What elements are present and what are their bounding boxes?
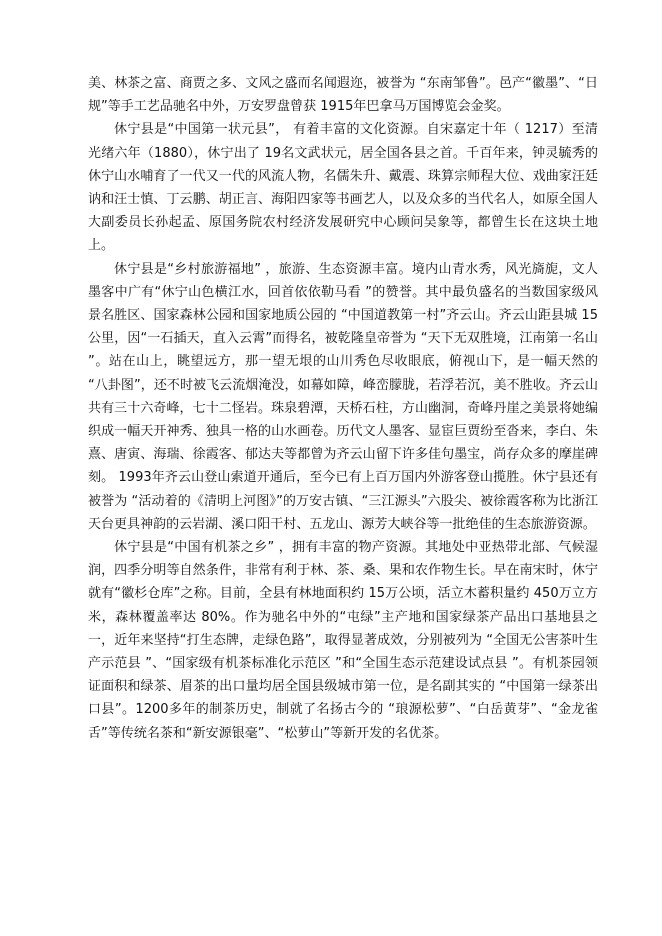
body-text [88,72,598,745]
paragraph-culture: 休宁县是“中国第一状元县”， 有着丰富的文化资源。自宋嘉定十年（ 1217）至清光绪六年（1880），休宁出了 19名文武状元，居全国各县之首。千百年来，钟灵毓秀的休宁山水哺育了一代又一代的风流人物，名儒朱升、戴震、珠算宗师程大位、戏曲家汪廷讷和汪士慎、丁云鹏、胡正言、海阳四家等书画艺人，以及众多的当代名人，如原全国人大副委员长孙起孟、原国务院农村经济发展研究中心顾问吴象等，都曾生长在这块土地上。 [88,122,598,254]
paragraph-organic-tea: 休宁县是“中国有机茶之乡” ，拥有丰富的物产资源。其地处中亚热带北部、气候湿润，四季分明等自然条件，非常有利于林、茶、桑、果和农作物生长。早在南宋时，休宁就有“徽杉仓库”之称。目前，全县有林地面积约 15万公顷，活立木蓄积量约 450万立方米，森林覆盖率达 80%。作为驰名中外的“屯绿”主产地和国家绿茶产品出口基地县之一，近年来坚持“打生态牌，走绿色路”，取得显著成效，分别被列为 “全国无公害茶叶生产示范县 ”、“国家级有机茶标准化示范区 ”和“全国生态示范建设试点县 ”。有机茶园领证面积和绿茶、眉茶的出口量均居全国县级城市第一位，是名副其实的 “中国第一绿茶出口县”。1200多年的制茶历史，制就了名扬古今的 “琅源松萝”、“白岳黄芽”、“金龙雀舌”等传统名茶和“新安源银毫”、“松萝山”等新开发的名优茶。 [88,540,598,741]
paragraph-tourism: 休宁县是“乡村旅游福地” ，旅游、生态资源丰富。境内山青水秀，风光旖旎，文人墨客中广有“休宁山色横江水，回首依依勒马看 ”的赞誉。其中最负盛名的当数国家级风景名胜区、国家森林公园和国家地质公园的 “中国道教第一村”齐云山。齐云山距县城 15公里，因“一石插天，直入云霄”而得名，被乾隆皇帝誉为 “天下无双胜境，江南第一名山 ”。站在山上，眺望远方，那一望无垠的山川秀色尽收眼底，俯视山下，是一幅天然的 “八卦图”，还不时被飞云流烟淹没，如幕如障，峰峦朦胧，若浮若沉，美不胜收。齐云山共有三十六奇峰，七十二怪岩。珠泉碧潭，天桥石柱，方山幽洞，奇峰丹崖之美景将她编织成一幅天开神秀、独具一格的山水画卷。历代文人墨客、显宦巨贾纷至沓来，李白、朱熹、唐寅、海瑞、徐霞客、郁达夫等都曾为齐云山留下许多佳句墨宝，尚存众多的摩崖碑刻。 1993年齐云山登山索道开通后，至今已有上百万国内外游客登山揽胜。休宁县还有被誉为 “活动着的《清明上河图》”的万安古镇、“三江源头”六股尖、被徐霞客称为比浙江天台更具神韵的云岩湖、溪口阳干村、五龙山、源芳大峡谷等一批绝佳的生态旅游资源。 [88,261,598,532]
paragraph-continuation: 美、林茶之富、商贾之多、文风之盛而名闻遐迩，被誉为 “东南邹鲁”。邑产“徽墨”、“日规”等手工艺品驰名中外，万安罗盘曾获 1915年巴拿马万国博览会金奖。 [88,76,598,115]
